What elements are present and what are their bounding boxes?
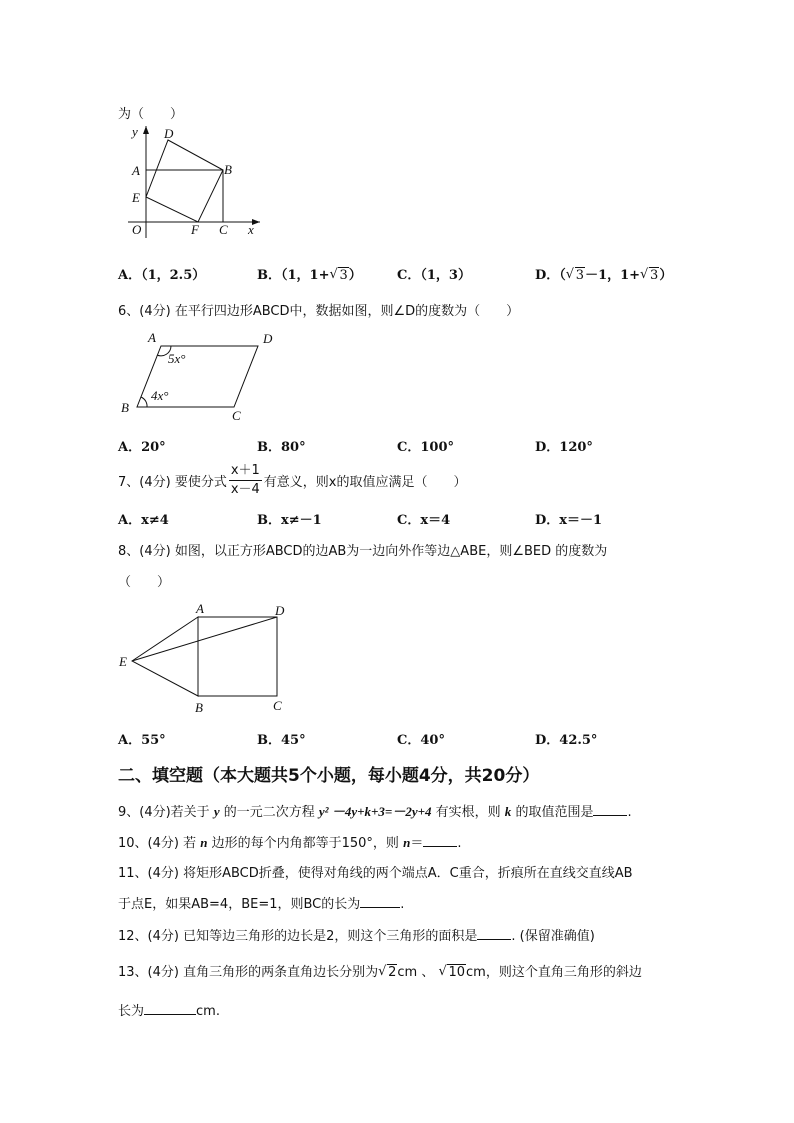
q7-stem: 7、(4分) 要使分式 $\frac{x+1}{x-4}$ 有意义，则x的取值应满足（ ） [118, 462, 467, 497]
sqrt-symbol: √ 3 [640, 268, 659, 283]
q8-option-d: D．42.5° [535, 733, 598, 748]
q8-stem-2: （ ） [118, 575, 171, 590]
answer-blank [423, 834, 457, 847]
q7-option-a: A．x≠4 [118, 513, 169, 528]
q5-label-c: C [219, 222, 228, 237]
q8-option-b: B．45° [257, 733, 306, 748]
q11-line-2: 于点E，如果AB=4，BE=1，则BC的长为 . [118, 897, 405, 912]
q5-label-b: B [224, 162, 232, 177]
sqrt-symbol: √ 10 [438, 965, 466, 980]
q6-figure [118, 326, 283, 422]
q5-option-a: A．（1，2.5） [118, 268, 206, 283]
q6-option-c: C．100° [397, 440, 454, 455]
q5-label-o: O [132, 222, 142, 237]
q13-line-2: 长为 cm. [118, 1004, 220, 1019]
answer-blank [593, 803, 627, 816]
q6-option-d: D．120° [535, 440, 593, 455]
q11-line-1: 11、(4分) 将矩形ABCD折叠，使得对角线的两个端点A．C重合，折痕所在直线交直线AB [118, 866, 633, 881]
q6-label-b: B [121, 400, 129, 415]
answer-blank [144, 1002, 196, 1015]
q5-option-b: B．（1，1+√ 3） [257, 264, 362, 283]
q8-option-c: C．40° [397, 733, 445, 748]
q5-label-y: y [132, 124, 138, 139]
answer-blank [360, 895, 400, 908]
q6-angle-4x: 4x° [151, 388, 169, 403]
q5-label-x: x [248, 222, 254, 237]
q5-option-d: D．（√ 3－1，1+√ 3） [535, 264, 672, 283]
q6-option-b: B．80° [257, 440, 306, 455]
q8-label-d: D [275, 603, 285, 618]
q6-stem: 6、(4分) 在平行四边形ABCD中，数据如图，则∠D的度数为（ ） [118, 304, 520, 319]
q12: 12、(4分) 已知等边三角形的边长是2，则这个三角形的面积是 . (保留准确值) [118, 929, 595, 944]
q8-label-c: C [273, 698, 282, 713]
q7-option-c: C．x＝4 [397, 513, 451, 528]
q5-figure [118, 122, 268, 240]
q6-angle-5x: 5x° [168, 351, 186, 366]
q5-label-f: F [191, 222, 199, 237]
q7-option-d: D．x＝－1 [535, 513, 603, 528]
q5-label-d: D [164, 126, 174, 141]
q8-figure [118, 600, 298, 718]
q5-option-c: C．（1，3） [397, 268, 471, 283]
q8-option-a: A．55° [118, 733, 166, 748]
q6-label-c: C [232, 408, 241, 422]
sqrt-symbol: √ 3 [566, 268, 585, 283]
q6-label-a: A [148, 330, 156, 345]
q8-label-a: A [196, 601, 204, 616]
answer-blank [477, 927, 511, 940]
q7-fraction: $\frac{x+1}{x-4}$ [230, 462, 260, 497]
q6-option-a: A．20° [118, 440, 166, 455]
q5-label-e: E [132, 190, 140, 205]
q8-label-e: E [119, 654, 127, 669]
q13-line-1: 13、(4分) 直角三角形的两条直角边长分别为√ 2cm 、 √ 10cm，则这个直角三角形的斜边 [118, 961, 642, 980]
section-2-title: 二、填空题（本大题共5个小题，每小题4分，共20分） [118, 766, 540, 786]
q5-tail: 为（ ） [118, 107, 184, 122]
q8-stem: 8、(4分) 如图，以正方形ABCD的边AB为一边向外作等边△ABE，则∠BED 的度数为 [118, 544, 608, 559]
q9: 9、(4分)若关于 y 的一元二次方程 y² －4y+k+3=－2y+4 有实根，则 k 的取值范围是 . [118, 804, 632, 820]
q10: 10、(4分) 若 n 边形的每个内角都等于150°，则 n＝ . [118, 835, 462, 851]
sqrt-symbol: √ 2 [378, 965, 397, 980]
q7-option-b: B．x≠－1 [257, 513, 322, 528]
q5-label-a: A [132, 163, 140, 178]
q6-label-d: D [263, 331, 273, 346]
q8-label-b: B [195, 700, 203, 715]
sqrt-symbol: √ 3 [329, 268, 348, 283]
